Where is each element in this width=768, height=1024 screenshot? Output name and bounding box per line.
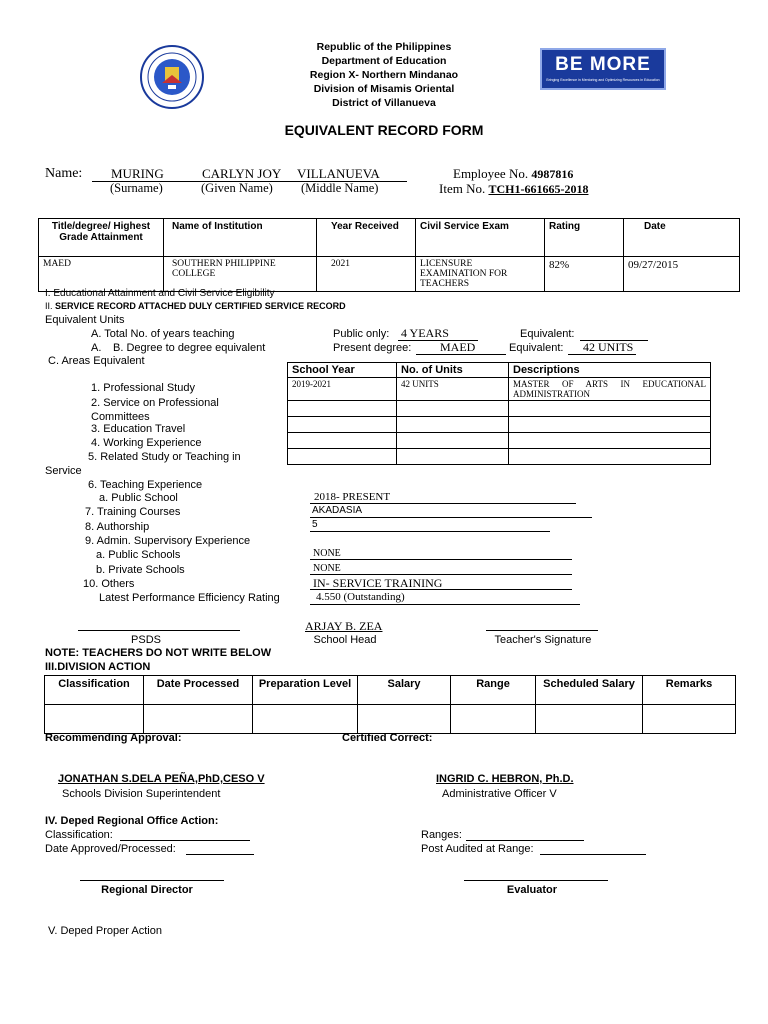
area-8: 8. Authorship xyxy=(85,521,150,533)
admin-private-value: NONE xyxy=(313,563,341,574)
section-4: IV. Deped Regional Office Action: xyxy=(45,815,219,827)
area-1: 1. Professional Study xyxy=(91,382,195,394)
section-2 xyxy=(45,301,346,311)
section-5: V. Deped Proper Action xyxy=(48,925,162,937)
psds-label: PSDS xyxy=(131,634,161,646)
units-row xyxy=(288,433,711,449)
division-col-prep: Preparation Level xyxy=(253,676,358,705)
attainment-institution: SOUTHERN PHILIPPINE COLLEGE xyxy=(164,257,317,292)
attainment-col-year: Year Received xyxy=(317,219,416,257)
item-b-letter: A. xyxy=(91,342,102,354)
item-no xyxy=(439,181,588,197)
attainment-col-date: Date xyxy=(624,219,740,257)
equivalent2-value: 42 UNITS xyxy=(583,340,634,354)
sds-title: Schools Division Superintendent xyxy=(62,788,221,800)
area-6a: a. Public School xyxy=(99,492,178,504)
be-more-logo xyxy=(540,48,666,90)
units-row xyxy=(288,449,711,465)
surname-value: MURING xyxy=(111,166,164,181)
area-9a: a. Public Schools xyxy=(96,549,181,561)
public-only-label: Public only: xyxy=(333,328,390,340)
school-head-name: ARJAY B. ZEA xyxy=(305,619,383,633)
ao-title: Administrative Officer V xyxy=(442,788,557,800)
header-line-1: Republic of the Philippines xyxy=(316,41,452,53)
units-row xyxy=(288,401,711,417)
header-line-4: Division of Misamis Oriental xyxy=(313,83,455,95)
section-3: III.DIVISION ACTION xyxy=(45,661,151,673)
logo-text: BE MORE xyxy=(555,54,651,75)
division-row xyxy=(45,705,736,734)
logo-tagline: Bringing Excellence in Mentoring and Optimizing Resources in Education xyxy=(546,78,660,82)
area-6: 6. Teaching Experience xyxy=(88,479,203,491)
equivalent2-label: Equivalent: xyxy=(509,342,564,354)
units-description: MASTER OF ARTS IN EDUCATIONAL ADMINISTRATION xyxy=(509,378,711,401)
date-approved-label: Date Approved/Processed: xyxy=(45,843,176,855)
units-col-units: No. of Units xyxy=(397,363,509,378)
section-2-title: SERVICE RECORD ATTACHED DULY CERTIFIED SERVICE RECORD xyxy=(55,301,346,311)
area-5-cont: Service xyxy=(45,465,82,477)
note: NOTE: TEACHERS DO NOT WRITE BELOW xyxy=(45,647,272,659)
given-name-caption: (Given Name) xyxy=(201,181,273,195)
psds-signature-line xyxy=(78,618,240,631)
division-col-salary: Salary xyxy=(358,676,451,705)
ranges-label: Ranges: xyxy=(421,829,462,841)
public-school-value: 2018- PRESENT xyxy=(314,491,391,503)
classification-label: Classification: xyxy=(45,829,113,841)
units-header-row xyxy=(288,363,711,378)
attainment-col-institution: Name of Institution xyxy=(164,219,317,257)
teacher-signature-label: Teacher's Signature xyxy=(494,634,592,646)
area-11: Latest Performance Efficiency Rating xyxy=(99,592,280,604)
area-9b: b. Private Schools xyxy=(96,564,185,576)
evaluator-label: Evaluator xyxy=(506,884,558,896)
public-only-value: 4 YEARS xyxy=(401,326,449,340)
school-head-title: School Head xyxy=(313,634,377,646)
attainment-degree: MAED xyxy=(39,257,164,292)
surname-caption: (Surname) xyxy=(110,181,163,195)
attainment-row xyxy=(39,257,740,292)
admin-private-field xyxy=(310,562,572,575)
employee-no-label: Employee No. xyxy=(453,166,529,181)
authorship-value: 5 xyxy=(312,519,318,530)
others-value: IN- SERVICE TRAINING xyxy=(313,576,443,590)
equivalent-units-label: Equivalent Units xyxy=(45,314,125,326)
admin-public-value: NONE xyxy=(313,548,341,559)
authorship-field xyxy=(310,519,550,532)
units-row xyxy=(288,378,711,401)
date-approved-field xyxy=(186,843,254,855)
recommending-approval: Recommending Approval: xyxy=(45,732,182,744)
evaluator-line xyxy=(464,870,608,881)
attainment-table xyxy=(38,218,740,292)
area-9: 9. Admin. Supervisory Experience xyxy=(85,535,251,547)
regional-director-label: Regional Director xyxy=(101,884,193,896)
item-a: A. Total No. of years teaching xyxy=(91,328,235,340)
division-col-classification: Classification xyxy=(45,676,144,705)
units-count: 42 UNITS xyxy=(397,378,509,401)
present-degree-label: Present degree: xyxy=(333,342,412,354)
units-col-year: School Year xyxy=(288,363,397,378)
division-col-scheduled: Scheduled Salary xyxy=(536,676,643,705)
given-name-value: CARLYN JOY xyxy=(202,166,282,181)
attainment-col-rating: Rating xyxy=(545,219,624,257)
ao-name: INGRID C. HEBRON, Ph.D. xyxy=(436,773,574,785)
present-degree-value: MAED xyxy=(440,340,476,354)
area-4: 4. Working Experience xyxy=(91,437,202,449)
area-2: 2. Service on Professional Committees xyxy=(91,397,219,423)
area-10: 10. Others xyxy=(83,578,135,590)
form-title: EQUIVALENT RECORD FORM xyxy=(284,122,484,138)
header-line-3: Region X- Northern Mindanao xyxy=(309,69,459,81)
training-value: AKADASIA xyxy=(312,505,363,516)
units-row xyxy=(288,417,711,433)
employee-no-value: 4987816 xyxy=(531,167,574,181)
attainment-exam: LICENSURE EXAMINATION FOR TEACHERS xyxy=(416,257,545,292)
admin-public-field xyxy=(310,547,572,560)
attainment-year: 2021 xyxy=(317,257,416,292)
division-col-remarks: Remarks xyxy=(643,676,736,705)
post-audited-label: Post Audited at Range: xyxy=(421,843,534,855)
classification-field xyxy=(120,829,250,841)
teacher-signature-line xyxy=(486,618,598,631)
units-table xyxy=(287,362,711,465)
units-year: 2019-2021 xyxy=(288,378,397,401)
employee-no xyxy=(453,166,573,182)
area-3: 3. Education Travel xyxy=(91,423,186,435)
area-5: 5. Related Study or Teaching in xyxy=(88,451,241,463)
area-7: 7. Training Courses xyxy=(85,506,181,518)
sds-name: JONATHAN S.DELA PEÑA,PhD,CESO V xyxy=(58,773,265,785)
header-line-2: Department of Education xyxy=(321,55,447,67)
attainment-rating: 82% xyxy=(545,257,624,292)
section-1: I. Educational Attainment and Civil Service Eligibility xyxy=(45,288,275,299)
division-header-row xyxy=(45,676,736,705)
attainment-col-exam: Civil Service Exam xyxy=(416,219,545,257)
item-no-value: TCH1-661665-2018 xyxy=(488,182,589,196)
attainment-col-degree: Title/degree/ Highest Grade Attainment xyxy=(39,219,164,257)
deped-seal xyxy=(140,45,204,109)
regional-director-line xyxy=(80,870,224,881)
attainment-header-row xyxy=(39,219,740,257)
certified-correct: Certified Correct: xyxy=(342,732,433,744)
equivalent-label: Equivalent: xyxy=(520,328,575,340)
division-col-date: Date Processed xyxy=(144,676,253,705)
division-col-range: Range xyxy=(451,676,536,705)
section-2-prefix: II. xyxy=(45,301,53,311)
name-label: Name: xyxy=(45,166,83,181)
post-audited-field xyxy=(540,843,646,855)
areas-label: C. Areas Equivalent xyxy=(48,355,145,367)
attainment-date: 09/27/2015 xyxy=(624,257,740,292)
units-col-desc: Descriptions xyxy=(509,363,711,378)
middle-name-caption: (Middle Name) xyxy=(301,181,379,195)
item-b: B. Degree to degree equivalent xyxy=(113,342,266,354)
division-table xyxy=(44,675,736,734)
header-block xyxy=(234,40,534,110)
ranges-field xyxy=(466,829,584,841)
rating-value: 4.550 (Outstanding) xyxy=(316,591,405,603)
item-no-label: Item No. xyxy=(439,181,486,196)
header-line-5: District of Villanueva xyxy=(332,97,436,109)
middle-name-value: VILLANUEVA xyxy=(297,166,380,181)
